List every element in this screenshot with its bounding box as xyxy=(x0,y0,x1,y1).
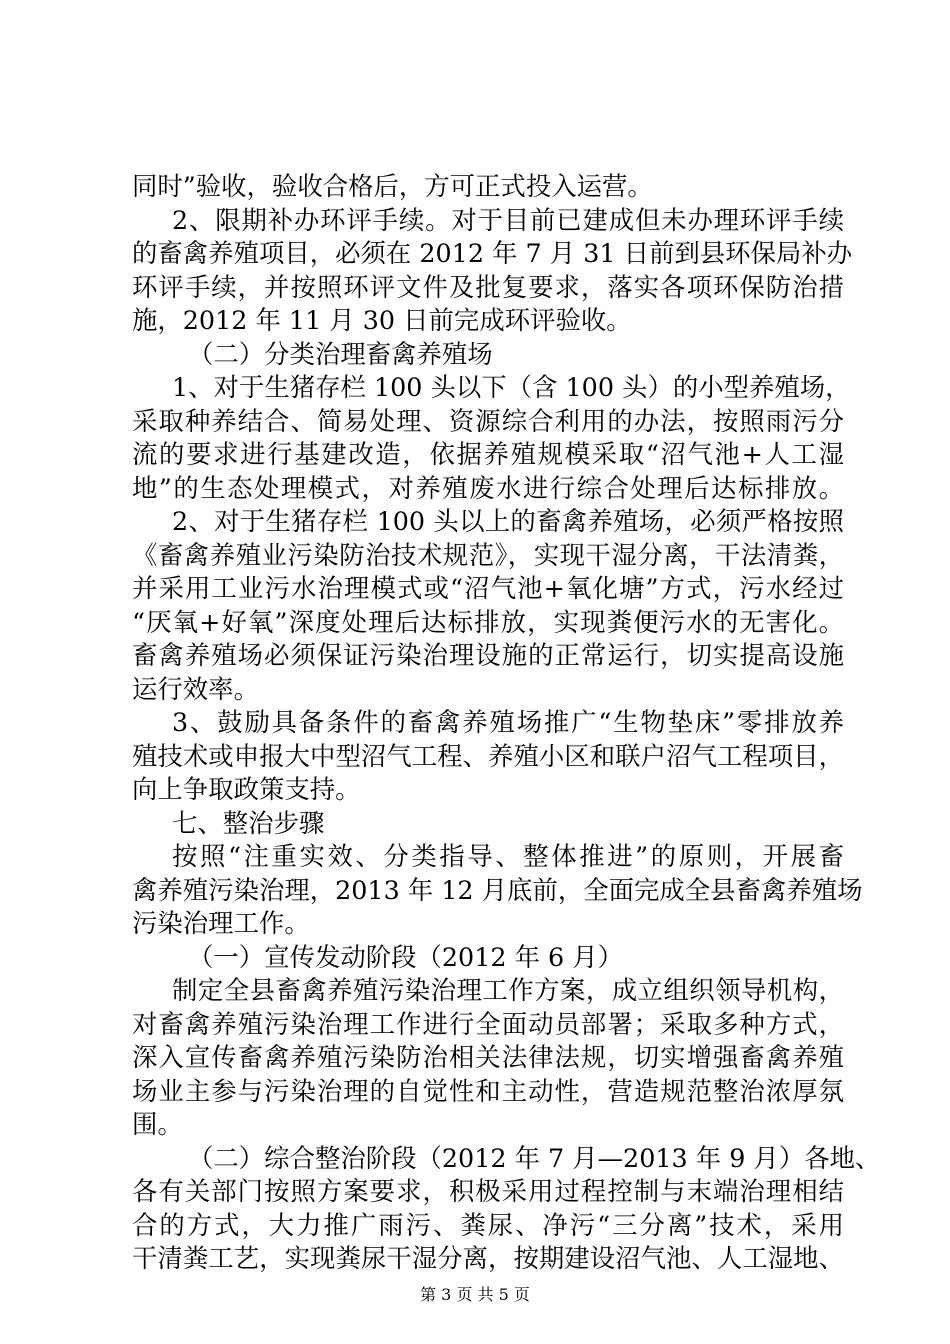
text-line: “厌氧+好氧”深度处理后达标排放，实现粪便污水的无害化。 xyxy=(132,606,844,637)
text-line: 2、限期补办环评手续。对于目前已建成但未办理环评手续 xyxy=(172,204,844,235)
text-line: 围。 xyxy=(132,1109,183,1139)
text-line: 运行效率。 xyxy=(132,673,259,704)
text-line: （二）综合整治阶段（2012 年 7 月—2013 年 9 月）各地、 xyxy=(188,1142,881,1173)
text-line: 合的方式，大力推广雨污、粪尿、净污“三分离”技术，采用 xyxy=(132,1209,844,1240)
page-footer: 第 3 页 共 5 页 xyxy=(420,1285,530,1304)
document-body xyxy=(132,170,881,1276)
text-line: 1、对于生猪存栏 100 头以下（含 100 头）的小型养殖场， xyxy=(172,372,851,402)
text-line: 畜禽养殖场必须保证污染治理设施的正常运行，切实提高设施 xyxy=(132,640,844,670)
text-line: 同时”验收，验收合格后，方可正式投入运营。 xyxy=(132,171,653,201)
text-line: 污染治理工作。 xyxy=(132,908,310,938)
text-line: 制定全县畜禽养殖污染治理工作方案，成立组织领导机构， xyxy=(172,975,844,1005)
text-line: 殖技术或申报大中型沼气工程、养殖小区和联户沼气工程项目， xyxy=(132,740,844,771)
text-line: 深入宣传畜禽养殖污染防治相关法律法规，切实增强畜禽养殖 xyxy=(132,1042,844,1072)
text-line: 禽养殖污染治理，2013 年 12 月底前，全面完成全县畜禽养殖场 xyxy=(132,874,863,905)
text-line: 流的要求进行基建改造，依据养殖规模采取“沼气池+人工湿 xyxy=(132,439,844,469)
text-line: （二）分类治理畜禽养殖场 xyxy=(188,338,493,369)
text-line: 七、整治步骤 xyxy=(172,807,325,838)
text-line: 按照“注重实效、分类指导、整体推进”的原则，开展畜 xyxy=(172,841,844,871)
text-line: 地”的生态处理模式，对养殖废水进行综合处理后达标排放。 xyxy=(132,472,844,503)
text-line: 并采用工业污水治理模式或“沼气池+氧化塘”方式，污水经过 xyxy=(132,573,844,603)
text-line: 2、对于生猪存栏 100 头以上的畜禽养殖场，必须严格按照 xyxy=(172,506,844,536)
text-line: 干清粪工艺，实现粪尿干湿分离，按期建设沼气池、人工湿地、 xyxy=(132,1243,844,1273)
text-line: 3、鼓励具备条件的畜禽养殖场推广“生物垫床”零排放养 xyxy=(172,707,844,737)
text-line: 对畜禽养殖污染治理工作进行全面动员部署；采取多种方式， xyxy=(132,1008,844,1039)
text-line: 《畜禽养殖业污染防治技术规范》，实现干湿分离，干法清粪， xyxy=(132,539,844,570)
text-line: 施，2012 年 11 月 30 日前完成环评验收。 xyxy=(132,305,632,335)
text-line: 的畜禽养殖项目，必须在 2012 年 7 月 31 日前到县环保局补办 xyxy=(132,238,853,268)
text-line: 采取种养结合、简易处理、资源综合利用的办法，按照雨污分 xyxy=(132,405,844,436)
text-line: 环评手续，并按照环评文件及批复要求，落实各项环保防治措 xyxy=(132,271,844,302)
text-line: 各有关部门按照方案要求，积极采用过程控制与末端治理相结 xyxy=(132,1176,844,1206)
text-line: 场业主参与污染治理的自觉性和主动性，营造规范整治浓厚氛 xyxy=(132,1075,844,1106)
text-line: 向上争取政策支持。 xyxy=(132,774,361,804)
text-line: （一）宣传发动阶段（2012 年 6 月） xyxy=(188,941,624,972)
